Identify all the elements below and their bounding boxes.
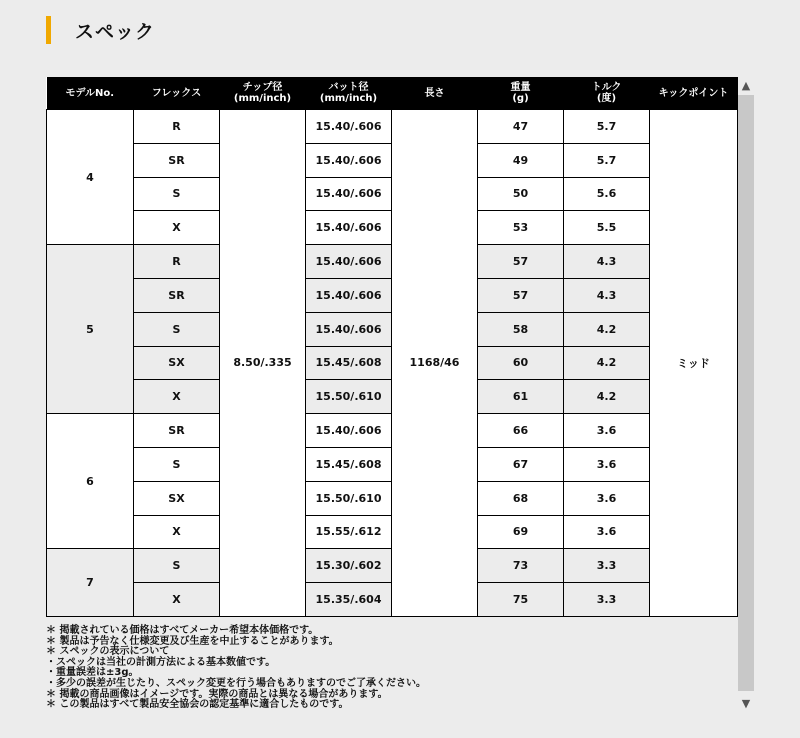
weight-cell: 67 xyxy=(478,447,564,481)
model-cell: 7 xyxy=(47,549,134,617)
column-header-label: 重量 xyxy=(510,82,531,93)
column-header-label: バット径 xyxy=(328,82,369,93)
butt-diameter-cell: 15.50/.610 xyxy=(306,481,392,515)
torque-cell: 3.6 xyxy=(564,447,650,481)
flex-cell: R xyxy=(134,245,220,279)
note-item: ＊ この製品はすべて製品安全協会の認定基準に適合したものです。 xyxy=(46,699,349,711)
note-item: ・スペックは当社の計測方法による基本数値です。 xyxy=(46,656,276,668)
column-header-label: フレックス xyxy=(151,87,202,99)
torque-cell: 5.6 xyxy=(564,177,650,211)
torque-cell: 5.7 xyxy=(564,110,650,144)
butt-diameter-cell: 15.40/.606 xyxy=(306,110,392,144)
butt-diameter-cell: 15.40/.606 xyxy=(306,177,392,211)
table-row xyxy=(47,110,738,144)
butt-diameter-cell: 15.50/.610 xyxy=(306,380,392,414)
column-header-label: モデルNo. xyxy=(65,87,115,99)
butt-diameter-cell: 15.40/.606 xyxy=(306,245,392,279)
weight-cell: 68 xyxy=(478,481,564,515)
note-item: ・多少の誤差が生じたり、スペック変更を行う場合もありますのでご了承ください。 xyxy=(46,677,426,689)
torque-cell: 3.6 xyxy=(564,414,650,448)
butt-diameter-cell: 15.45/.608 xyxy=(306,346,392,380)
torque-cell: 5.7 xyxy=(564,143,650,177)
flex-cell: X xyxy=(134,583,220,617)
flex-cell: SX xyxy=(134,481,220,515)
butt-diameter-cell: 15.40/.606 xyxy=(306,211,392,245)
column-header xyxy=(220,77,306,110)
column-header-unit: (mm/inch) xyxy=(233,93,292,104)
flex-cell: X xyxy=(134,380,220,414)
torque-cell: 4.2 xyxy=(564,380,650,414)
butt-diameter-cell: 15.40/.606 xyxy=(306,143,392,177)
column-header xyxy=(478,77,564,110)
torque-cell: 4.2 xyxy=(564,346,650,380)
flex-cell: S xyxy=(134,447,220,481)
weight-cell: 50 xyxy=(478,177,564,211)
column-header xyxy=(306,77,392,110)
weight-cell: 58 xyxy=(478,312,564,346)
torque-cell: 4.3 xyxy=(564,245,650,279)
flex-cell: SR xyxy=(134,143,220,177)
spec-table xyxy=(46,77,738,617)
section-header xyxy=(46,16,155,44)
butt-diameter-cell: 15.40/.606 xyxy=(306,312,392,346)
butt-diameter-cell: 15.35/.604 xyxy=(306,583,392,617)
column-header-unit: (g) xyxy=(512,93,529,104)
torque-cell: 3.3 xyxy=(564,549,650,583)
column-header-unit: (度) xyxy=(596,93,617,104)
butt-diameter-cell: 15.55/.612 xyxy=(306,515,392,549)
spec-table-container xyxy=(46,77,737,615)
kick-point-cell: ミッド xyxy=(650,110,738,617)
butt-diameter-cell: 15.40/.606 xyxy=(306,414,392,448)
butt-diameter-cell: 15.40/.606 xyxy=(306,278,392,312)
table-header-row xyxy=(47,77,738,110)
model-cell: 5 xyxy=(47,245,134,414)
flex-cell: S xyxy=(134,549,220,583)
torque-cell: 3.6 xyxy=(564,481,650,515)
flex-cell: S xyxy=(134,177,220,211)
accent-bar xyxy=(46,16,51,44)
model-cell: 4 xyxy=(47,110,134,245)
torque-cell: 3.6 xyxy=(564,515,650,549)
notes-list xyxy=(46,626,736,711)
flex-cell: SX xyxy=(134,346,220,380)
scroll-down-icon[interactable]: ▼ xyxy=(741,696,751,710)
weight-cell: 57 xyxy=(478,278,564,312)
weight-cell: 61 xyxy=(478,380,564,414)
weight-cell: 53 xyxy=(478,211,564,245)
column-header xyxy=(134,77,220,110)
flex-cell: X xyxy=(134,211,220,245)
flex-cell: R xyxy=(134,110,220,144)
column-header xyxy=(47,77,134,110)
column-header-label: 長さ xyxy=(424,87,445,99)
weight-cell: 60 xyxy=(478,346,564,380)
length-cell: 1168/46 xyxy=(392,110,478,617)
butt-diameter-cell: 15.45/.608 xyxy=(306,447,392,481)
column-header xyxy=(392,77,478,110)
torque-cell: 4.2 xyxy=(564,312,650,346)
weight-cell: 57 xyxy=(478,245,564,279)
flex-cell: X xyxy=(134,515,220,549)
flex-cell: SR xyxy=(134,278,220,312)
weight-cell: 75 xyxy=(478,583,564,617)
tip-diameter-cell: 8.50/.335 xyxy=(220,110,306,617)
flex-cell: S xyxy=(134,312,220,346)
torque-cell: 3.3 xyxy=(564,583,650,617)
weight-cell: 69 xyxy=(478,515,564,549)
flex-cell: SR xyxy=(134,414,220,448)
weight-cell: 66 xyxy=(478,414,564,448)
column-header-label: キックポイント xyxy=(658,87,729,99)
scrollbar[interactable] xyxy=(737,77,755,711)
note-item: ・重量誤差は±3g。 xyxy=(46,667,139,679)
weight-cell: 47 xyxy=(478,110,564,144)
model-cell: 6 xyxy=(47,414,134,549)
column-header xyxy=(564,77,650,110)
scroll-thumb[interactable] xyxy=(738,95,754,691)
note-item: ＊ 製品は予告なく仕様変更及び生産を中止することがあります。 xyxy=(46,635,339,647)
note-item: ＊ スペックの表示について xyxy=(46,646,170,658)
torque-cell: 4.3 xyxy=(564,278,650,312)
butt-diameter-cell: 15.30/.602 xyxy=(306,549,392,583)
table-body xyxy=(47,110,738,617)
column-header-unit: (mm/inch) xyxy=(319,93,378,104)
weight-cell: 73 xyxy=(478,549,564,583)
column-header xyxy=(650,77,738,110)
note-item: ＊ 掲載されている価格はすべてメーカー希望本体価格です。 xyxy=(46,625,319,636)
note-item: ＊ 掲載の商品画像はイメージです。実際の商品とは異なる場合があります。 xyxy=(46,688,388,700)
torque-cell: 5.5 xyxy=(564,211,650,245)
weight-cell: 49 xyxy=(478,143,564,177)
page-title: スペック xyxy=(75,20,156,43)
scroll-up-icon[interactable]: ▲ xyxy=(741,78,751,92)
column-header-label: トルク xyxy=(591,82,622,93)
column-header-label: チップ径 xyxy=(242,82,283,93)
